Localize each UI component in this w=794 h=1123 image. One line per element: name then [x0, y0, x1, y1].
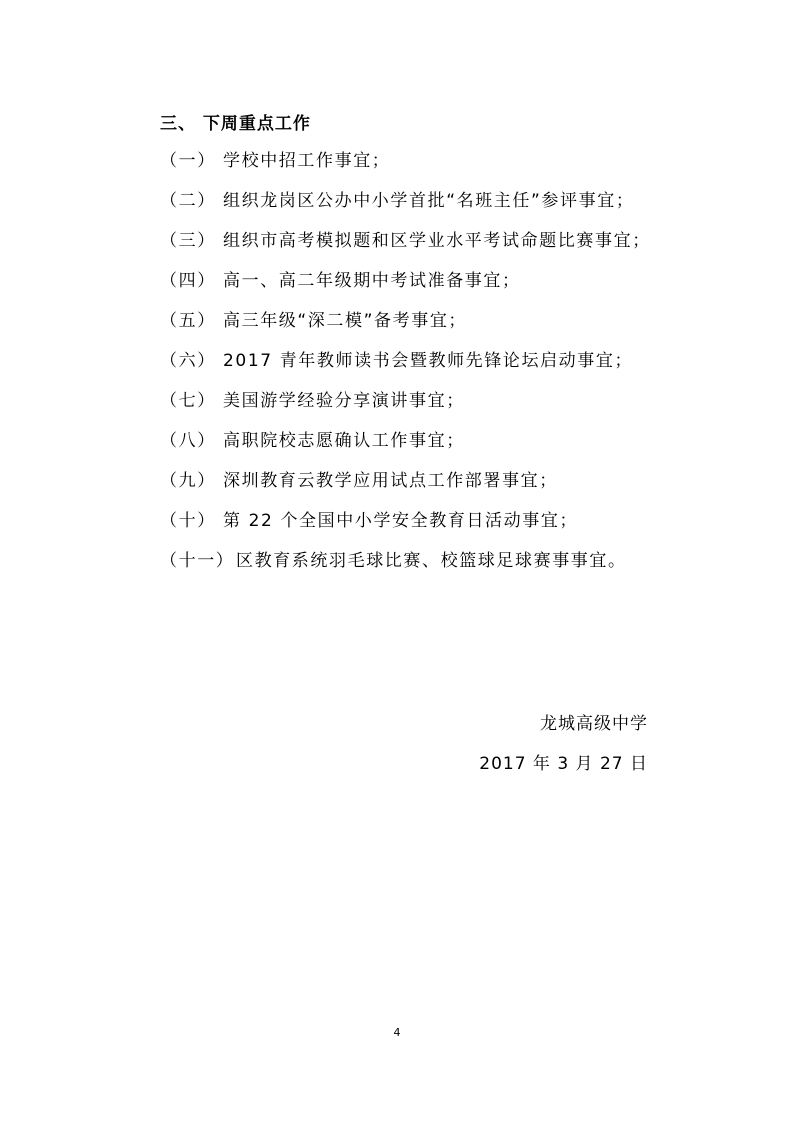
signature-date: 2017 年 3 月 27 日	[479, 754, 648, 774]
item-text: 2017 青年教师读书会暨教师先锋论坛启动事宜；	[223, 351, 634, 371]
item-text: 组织市高考模拟题和区学业水平考试命题比赛事宜；	[223, 231, 651, 251]
item-text: 学校中招工作事宜；	[223, 151, 391, 171]
item-text: 美国游学经验分享演讲事宜；	[223, 391, 465, 411]
list-item	[160, 550, 651, 590]
signature-organization: 龙城高级中学	[540, 714, 648, 734]
work-item-list	[160, 150, 651, 590]
item-number: （十）	[160, 511, 216, 531]
list-item	[160, 510, 651, 550]
list-item	[160, 270, 651, 310]
item-number: （六）	[160, 351, 216, 371]
list-item	[160, 390, 651, 430]
item-text: 高三年级“深二模”备考事宜；	[223, 311, 468, 331]
page-number: 4	[393, 1026, 401, 1039]
item-number: （一）	[160, 151, 216, 171]
list-item	[160, 230, 651, 270]
item-number: （三）	[160, 231, 216, 251]
list-item	[160, 190, 651, 230]
item-number: （七）	[160, 391, 216, 411]
item-number: （八）	[160, 431, 216, 451]
list-item	[160, 310, 651, 350]
list-item	[160, 350, 651, 390]
item-text: 组织龙岗区公办中小学首批“名班主任”参评事宜；	[223, 191, 635, 211]
item-text: 区教育系统羽毛球比赛、校篮球足球赛事事宜。	[236, 551, 627, 571]
item-number: （九）	[160, 471, 216, 491]
item-number: （十一）	[160, 551, 235, 571]
item-number: （五）	[160, 311, 216, 331]
item-number: （四）	[160, 271, 216, 291]
item-text: 第 22 个全国中小学安全教育日活动事宜；	[223, 511, 579, 531]
list-item	[160, 470, 651, 510]
item-text: 深圳教育云教学应用试点工作部署事宜；	[223, 471, 558, 491]
list-item	[160, 150, 651, 190]
item-text: 高职院校志愿确认工作事宜；	[223, 431, 465, 451]
item-text: 高一、高二年级期中考试准备事宜；	[223, 271, 521, 291]
list-item	[160, 430, 651, 470]
section-heading: 三、 下周重点工作	[160, 114, 311, 134]
item-number: （二）	[160, 191, 216, 211]
